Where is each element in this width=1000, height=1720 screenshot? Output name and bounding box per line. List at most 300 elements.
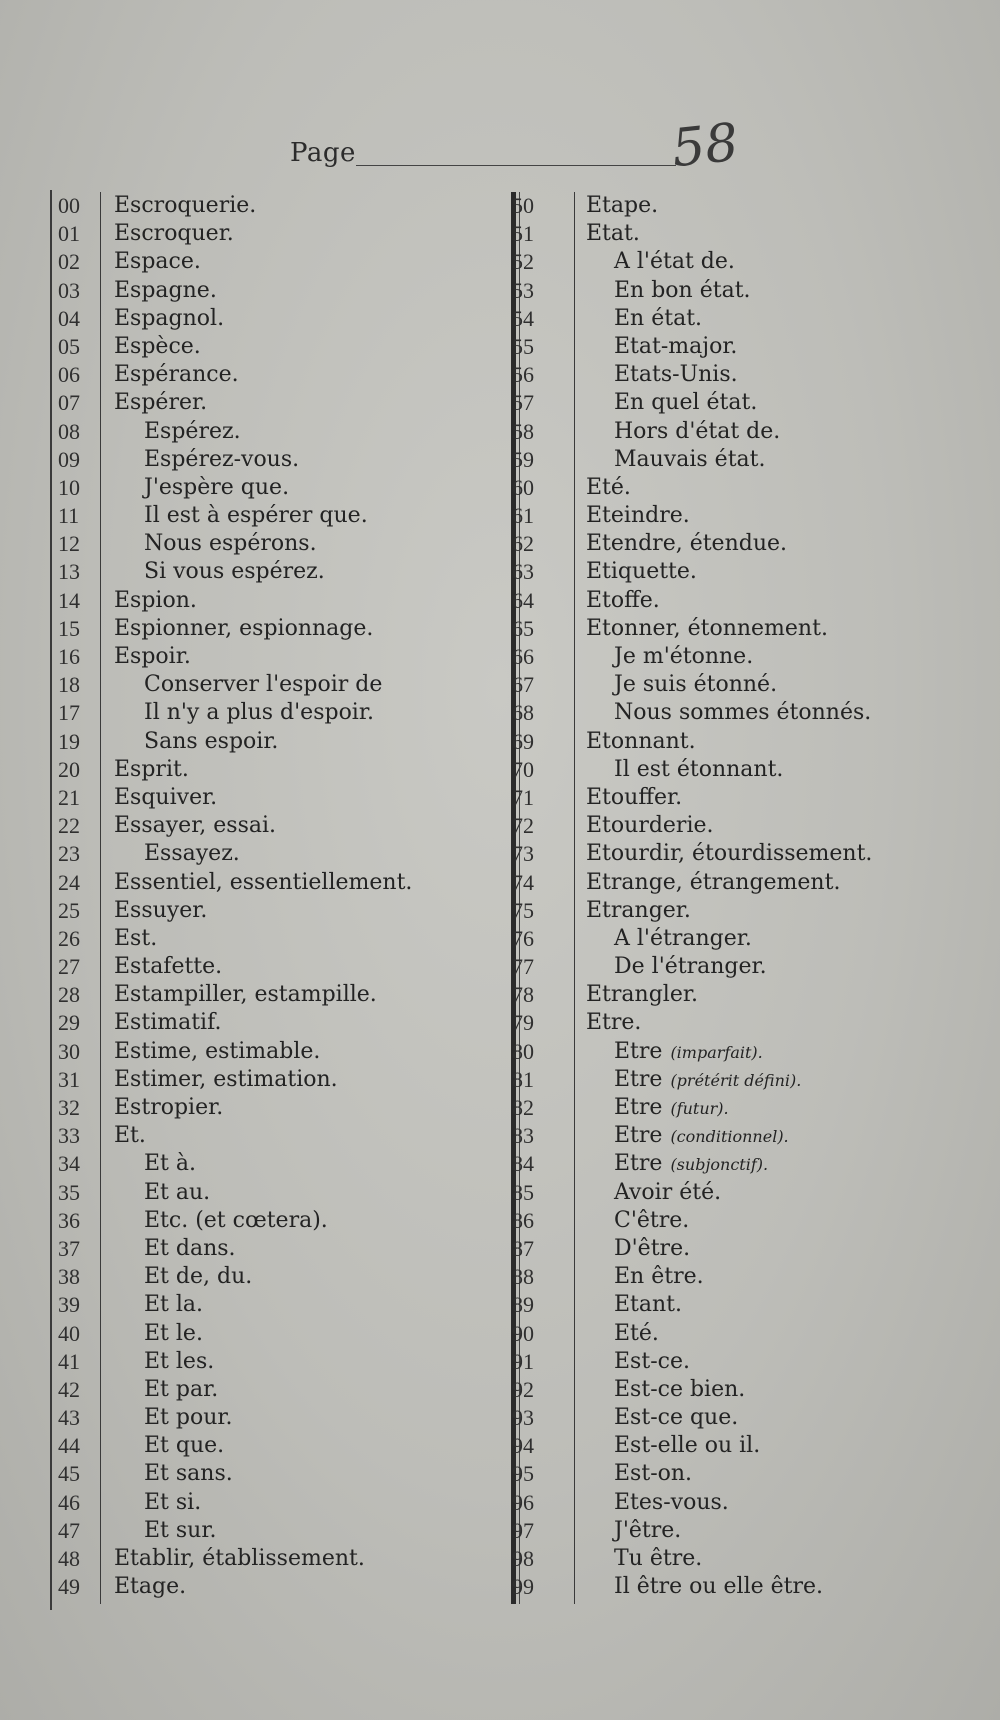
- entry-number: 64: [512, 587, 534, 613]
- entry-word: [614, 699, 871, 727]
- entry-text: Il n'y a plus d'espoir.: [144, 700, 374, 726]
- entry-number: 98: [512, 1546, 534, 1571]
- entry-number: 30: [58, 1038, 80, 1064]
- entry-word: [114, 277, 217, 305]
- entry-word: [114, 1545, 365, 1573]
- entry-word: [614, 1066, 801, 1095]
- entry-text: Espérance.: [114, 362, 239, 388]
- entry-word: [144, 474, 289, 502]
- entry-text: Mauvais état.: [614, 446, 766, 472]
- entry-text: Il est étonnant.: [614, 756, 784, 782]
- entry-word: [114, 981, 377, 1009]
- entry-word: [114, 220, 234, 248]
- entry-word: [114, 361, 239, 389]
- entry-word: [144, 1348, 214, 1376]
- entry-number: 35: [58, 1179, 80, 1205]
- entry-word: [614, 671, 777, 699]
- entry-text: Etage.: [114, 1574, 187, 1600]
- entry-word: [614, 1291, 682, 1319]
- entry-word: [114, 305, 224, 333]
- entry-text: Il est à espérer que.: [144, 503, 368, 529]
- entry-word: [614, 1517, 681, 1545]
- entry-word: [114, 953, 222, 981]
- entry-word: [614, 925, 752, 953]
- entry-word: [114, 333, 201, 361]
- entry-number: 69: [512, 728, 534, 754]
- entry-number: 03: [58, 277, 80, 303]
- left-margin-line: [50, 190, 52, 1610]
- entry-number: 22: [58, 813, 80, 839]
- entry-text: Etc. (et cœtera).: [144, 1207, 328, 1233]
- entry-word: [614, 1235, 690, 1263]
- entry-text: Etre: [614, 1151, 663, 1177]
- entry-number: 76: [512, 925, 534, 951]
- entry-text: Est-ce que.: [614, 1405, 739, 1431]
- entry-number: 63: [512, 559, 534, 585]
- entry-word: [144, 1150, 196, 1178]
- entry-number: 08: [58, 418, 80, 444]
- entry-text: C'être.: [614, 1207, 690, 1233]
- entry-number: 48: [58, 1546, 80, 1571]
- entry-number: 43: [58, 1405, 80, 1431]
- entry-number: 90: [512, 1320, 534, 1346]
- entry-text: Escroquerie.: [114, 193, 257, 218]
- entry-text: Eté.: [586, 474, 631, 500]
- entry-word: [586, 981, 698, 1009]
- entry-text: Et les.: [144, 1348, 215, 1374]
- entry-word: [614, 389, 757, 417]
- entry-text: Etouffer.: [586, 784, 683, 810]
- entry-number: 87: [512, 1235, 534, 1261]
- entry-text: Est.: [114, 925, 158, 951]
- entry-number: 56: [512, 362, 534, 388]
- entry-tense-note: (prétérit défini).: [670, 1070, 802, 1090]
- entry-text: Essayez.: [144, 841, 240, 867]
- entry-word: [614, 1038, 763, 1067]
- entry-number: 29: [58, 1010, 80, 1036]
- entry-number: 38: [58, 1264, 80, 1290]
- entry-text: Est-ce bien.: [614, 1376, 746, 1402]
- entry-tense-note: (futur).: [670, 1099, 729, 1118]
- entry-number: 71: [512, 784, 534, 810]
- entry-number: 73: [512, 841, 534, 867]
- entry-word: [586, 615, 828, 643]
- entry-word: [614, 361, 738, 389]
- entry-text: Essuyer.: [114, 897, 208, 923]
- entry-text: Etendre, étendue.: [586, 531, 788, 557]
- entry-number: 31: [58, 1066, 80, 1092]
- entry-word: [614, 643, 753, 671]
- entry-number: 36: [58, 1207, 80, 1233]
- entry-word: [586, 502, 690, 530]
- entry-number: 70: [512, 756, 534, 782]
- entry-number: 54: [512, 305, 534, 331]
- entry-word: [614, 305, 702, 333]
- entry-word: [114, 784, 217, 812]
- entry-number: 85: [512, 1179, 534, 1205]
- entry-text: Et par.: [144, 1376, 219, 1402]
- entry-word: [586, 728, 696, 756]
- entry-word: [144, 1489, 201, 1517]
- entry-text: Je m'étonne.: [614, 644, 754, 669]
- entry-word: [614, 1432, 760, 1460]
- entry-word: [614, 1179, 721, 1207]
- entry-number: 61: [512, 503, 534, 529]
- entry-number: 12: [58, 531, 80, 557]
- entry-number: 79: [512, 1010, 534, 1036]
- entry-word: [586, 812, 714, 840]
- entry-text: J'être.: [614, 1517, 682, 1543]
- entry-number: 66: [512, 644, 534, 669]
- entry-number: 41: [58, 1348, 80, 1374]
- entry-text: Estampiller, estampille.: [114, 982, 377, 1008]
- entry-number: 72: [512, 813, 534, 839]
- entry-word: [586, 840, 872, 868]
- entry-text: En être.: [614, 1264, 704, 1290]
- entry-text: Est-elle ou il.: [614, 1433, 761, 1459]
- entry-number: 59: [512, 446, 534, 472]
- entry-word: [114, 248, 201, 276]
- entry-text: Espagnol.: [114, 305, 225, 331]
- page-header: [290, 112, 750, 180]
- entry-number: 95: [512, 1461, 534, 1487]
- entry-text: Essentiel, essentiellement.: [114, 869, 413, 895]
- entry-word: [144, 1291, 203, 1319]
- entry-number: 94: [512, 1433, 534, 1459]
- entry-text: Espace.: [114, 249, 201, 275]
- entry-word: [114, 192, 256, 220]
- entry-number: 07: [58, 390, 80, 416]
- entry-text: Etre: [614, 1095, 663, 1120]
- entry-text: Espérez-vous.: [144, 446, 300, 472]
- entry-number: 49: [58, 1574, 80, 1600]
- entry-word: [114, 1573, 186, 1601]
- entry-word: [614, 1150, 768, 1179]
- entry-number: 34: [58, 1151, 80, 1177]
- entry-text: Espion.: [114, 587, 197, 613]
- entry-number: 82: [512, 1095, 534, 1120]
- entry-word: [114, 1038, 320, 1066]
- entry-number: 88: [512, 1264, 534, 1290]
- entry-text: Il être ou elle être.: [614, 1574, 824, 1600]
- entry-text: Etrange, étrangement.: [586, 869, 841, 895]
- page-number-handwritten: 58: [669, 112, 742, 180]
- entry-number: 02: [58, 249, 80, 275]
- entry-text: De l'étranger.: [614, 954, 767, 980]
- entry-text: Et à.: [144, 1151, 197, 1177]
- entry-word: [114, 1066, 338, 1094]
- entry-word: [614, 1094, 729, 1123]
- entry-number: 13: [58, 559, 80, 585]
- entry-word: [614, 1348, 690, 1376]
- entry-number: 60: [512, 474, 534, 500]
- entry-number: 21: [58, 784, 80, 810]
- entry-word: [144, 1432, 224, 1460]
- entry-word: [114, 897, 207, 925]
- entry-word: [614, 248, 735, 276]
- entry-word: [114, 869, 412, 897]
- entry-word: [586, 869, 840, 897]
- entry-number: 52: [512, 249, 534, 275]
- entry-text: Et sans.: [144, 1461, 233, 1487]
- entry-text: Etes-vous.: [614, 1489, 729, 1515]
- entry-number: 11: [58, 503, 80, 529]
- entry-word: [614, 1320, 659, 1348]
- entry-word: [144, 1376, 218, 1404]
- entry-number: 16: [58, 644, 80, 669]
- entry-text: Et au.: [144, 1179, 211, 1205]
- entry-word: [114, 389, 207, 417]
- entry-number: 75: [512, 897, 534, 923]
- entry-text: Etre: [614, 1123, 663, 1149]
- entry-word: [144, 1207, 328, 1235]
- entry-word: [114, 756, 189, 784]
- entry-text: Et dans.: [144, 1235, 236, 1261]
- entry-text: Etablir, établissement.: [114, 1546, 365, 1571]
- entry-number: 80: [512, 1038, 534, 1064]
- entry-number: 26: [58, 925, 80, 951]
- entry-word: [114, 925, 157, 953]
- entry-number: 04: [58, 305, 80, 331]
- entry-text: Espérer.: [114, 390, 208, 416]
- entry-number: 39: [58, 1292, 80, 1318]
- entry-text: Espèce.: [114, 333, 201, 359]
- entry-word: [614, 1122, 789, 1151]
- entry-word: [614, 1573, 823, 1601]
- entry-number: 17: [58, 700, 80, 726]
- entry-text: En quel état.: [614, 390, 758, 416]
- right-number-divider: [574, 192, 575, 1604]
- entry-word: [614, 1263, 704, 1291]
- entry-text: Etrangler.: [586, 982, 698, 1008]
- entry-text: Etat-major.: [614, 333, 738, 359]
- entry-text: Et pour.: [144, 1405, 233, 1431]
- entry-text: Espagne.: [114, 277, 217, 303]
- entry-text: Et le.: [144, 1320, 203, 1346]
- entry-word: [614, 756, 783, 784]
- entry-tense-note: (conditionnel).: [670, 1127, 789, 1147]
- entry-word: [586, 530, 787, 558]
- entry-text: En bon état.: [614, 277, 751, 303]
- entry-text: Espoir.: [114, 644, 191, 669]
- entry-text: En état.: [614, 305, 703, 331]
- entry-word: [144, 530, 317, 558]
- entry-text: Estropier.: [114, 1095, 224, 1120]
- entry-text: Estafette.: [114, 954, 223, 980]
- entry-number: 62: [512, 531, 534, 557]
- entry-word: [614, 1460, 692, 1488]
- entry-number: 33: [58, 1123, 80, 1149]
- entry-text: Est-ce.: [614, 1348, 690, 1374]
- entry-text: Esquiver.: [114, 784, 218, 810]
- entry-number: 65: [512, 615, 534, 641]
- entry-word: [614, 418, 780, 446]
- entry-word: [614, 953, 767, 981]
- entry-text: Conserver l'espoir de: [144, 672, 383, 698]
- entry-text: Sans espoir.: [144, 728, 279, 754]
- entry-text: Etre: [614, 1038, 663, 1064]
- entry-word: [586, 474, 631, 502]
- entry-text: Estime, estimable.: [114, 1038, 321, 1064]
- entry-number: 67: [512, 672, 534, 698]
- entry-text: Essayer, essai.: [114, 813, 277, 839]
- entry-text: Etiquette.: [586, 559, 697, 585]
- entry-number: 05: [58, 333, 80, 359]
- entry-number: 93: [512, 1405, 534, 1431]
- entry-number: 24: [58, 869, 80, 895]
- entry-number: 47: [58, 1517, 80, 1543]
- entry-word: [144, 840, 240, 868]
- entry-text: A l'étranger.: [614, 925, 752, 951]
- entry-text: Etranger.: [586, 897, 691, 923]
- entry-word: [144, 1460, 233, 1488]
- entry-text: Nous espérons.: [144, 531, 317, 557]
- entry-word: [614, 277, 751, 305]
- entry-number: 91: [512, 1348, 534, 1374]
- entry-text: Est-on.: [614, 1461, 693, 1487]
- entry-word: [114, 812, 276, 840]
- entry-number: 40: [58, 1320, 80, 1346]
- entry-text: Estimer, estimation.: [114, 1066, 338, 1092]
- header-rule: [356, 165, 676, 166]
- entry-number: 25: [58, 897, 80, 923]
- entry-text: Etonner, étonnement.: [586, 615, 828, 641]
- entry-text: A l'état de.: [614, 249, 735, 275]
- entry-number: 00: [58, 193, 80, 218]
- entry-word: [114, 643, 191, 671]
- entry-number: 83: [512, 1123, 534, 1149]
- entry-number: 45: [58, 1461, 80, 1487]
- entry-text: Etourderie.: [586, 813, 714, 839]
- entry-text: Tu être.: [614, 1546, 703, 1571]
- entry-text: Et.: [114, 1123, 146, 1149]
- entry-word: [586, 587, 660, 615]
- entry-word: [114, 1009, 221, 1037]
- entry-word: [144, 446, 299, 474]
- entry-text: Et que.: [144, 1433, 225, 1459]
- entry-number: 55: [512, 333, 534, 359]
- entry-text: D'être.: [614, 1235, 691, 1261]
- entry-text: Espionner, espionnage.: [114, 615, 374, 641]
- entry-word: [144, 558, 325, 586]
- entry-number: 81: [512, 1066, 534, 1092]
- entry-word: [144, 1235, 236, 1263]
- entry-number: 42: [58, 1376, 80, 1402]
- entry-text: Et la.: [144, 1292, 204, 1318]
- entry-number: 86: [512, 1207, 534, 1233]
- entry-number: 01: [58, 221, 80, 247]
- entry-text: Etoffe.: [586, 587, 660, 613]
- entry-word: [586, 1009, 641, 1037]
- entry-word: [144, 1404, 232, 1432]
- entry-number: 32: [58, 1095, 80, 1120]
- entry-number: 06: [58, 362, 80, 388]
- entry-number: 18: [58, 672, 80, 698]
- entry-word: [144, 728, 278, 756]
- entry-word: [614, 333, 737, 361]
- entry-word: [614, 446, 766, 474]
- entry-number: 15: [58, 615, 80, 641]
- entry-word: [586, 897, 691, 925]
- entry-word: [144, 418, 241, 446]
- entry-text: Espérez.: [144, 418, 241, 444]
- entry-word: [114, 615, 373, 643]
- entry-word: [144, 502, 368, 530]
- entry-text: Etonnant.: [586, 728, 696, 754]
- entry-number: 50: [512, 193, 534, 218]
- entry-word: [614, 1376, 745, 1404]
- entry-number: 14: [58, 587, 80, 613]
- entry-word: [614, 1489, 729, 1517]
- entry-number: 46: [58, 1489, 80, 1515]
- entry-number: 19: [58, 728, 80, 754]
- entry-number: 27: [58, 954, 80, 980]
- entry-number: 58: [512, 418, 534, 444]
- entry-number: 84: [512, 1151, 534, 1177]
- entry-text: Etat.: [586, 221, 640, 247]
- entry-number: 77: [512, 954, 534, 980]
- entry-word: [586, 192, 658, 220]
- entry-word: [144, 1320, 203, 1348]
- entry-text: Et de, du.: [144, 1264, 253, 1290]
- entry-number: 28: [58, 982, 80, 1008]
- entry-text: Estimatif.: [114, 1010, 222, 1036]
- entry-number: 51: [512, 221, 534, 247]
- entry-number: 78: [512, 982, 534, 1008]
- entry-word: [144, 1263, 252, 1291]
- entry-word: [614, 1545, 702, 1573]
- entry-word: [144, 671, 382, 699]
- entry-number: 10: [58, 474, 80, 500]
- entry-number: 09: [58, 446, 80, 472]
- entry-number: 74: [512, 869, 534, 895]
- entry-number: 99: [512, 1574, 534, 1600]
- entry-text: Et si.: [144, 1489, 202, 1515]
- entry-word: [114, 1094, 223, 1122]
- entry-text: Eteindre.: [586, 503, 690, 529]
- entry-text: Etre: [614, 1066, 663, 1092]
- entry-text: Esprit.: [114, 756, 189, 782]
- entry-tense-note: (imparfait).: [670, 1042, 763, 1062]
- entry-text: Je suis étonné.: [614, 672, 778, 698]
- entry-text: Etats-Unis.: [614, 362, 738, 388]
- entry-text: Etre.: [586, 1010, 642, 1036]
- entry-tense-note: (subjonctif).: [670, 1155, 769, 1175]
- entry-text: Escroquer.: [114, 221, 234, 247]
- entry-word: [614, 1207, 689, 1235]
- entry-word: [144, 699, 374, 727]
- page-label: Page: [290, 138, 356, 168]
- entry-text: Etape.: [586, 193, 659, 218]
- entry-number: 37: [58, 1235, 80, 1261]
- entry-number: 44: [58, 1433, 80, 1459]
- entry-text: Avoir été.: [614, 1179, 722, 1205]
- entry-word: [144, 1517, 216, 1545]
- entry-text: Etourdir, étourdissement.: [586, 841, 873, 867]
- entry-text: Et sur.: [144, 1517, 217, 1543]
- entry-number: 20: [58, 756, 80, 782]
- entry-text: Hors d'état de.: [614, 418, 781, 444]
- entry-word: [586, 220, 640, 248]
- entry-word: [586, 784, 682, 812]
- entry-text: Nous sommes étonnés.: [614, 700, 872, 726]
- entry-word: [586, 558, 697, 586]
- entry-text: J'espère que.: [144, 474, 290, 500]
- entry-word: [114, 1122, 146, 1150]
- entry-number: 53: [512, 277, 534, 303]
- entry-word: [144, 1179, 210, 1207]
- entry-number: 92: [512, 1376, 534, 1402]
